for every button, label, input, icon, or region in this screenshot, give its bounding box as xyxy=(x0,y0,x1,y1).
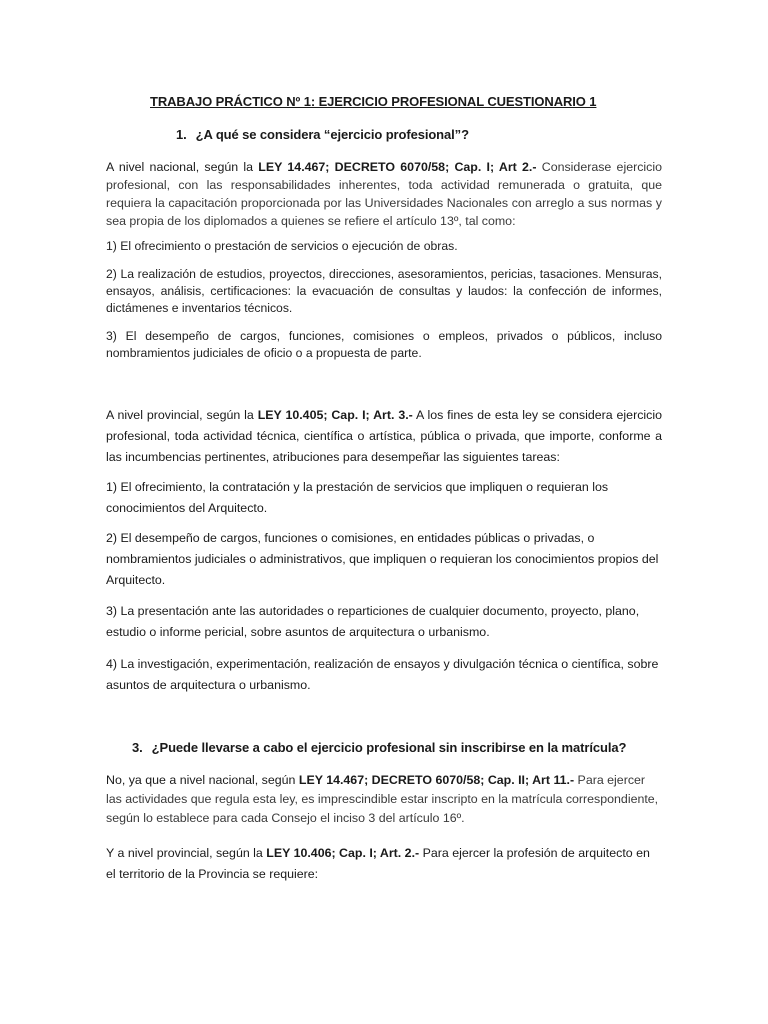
nacional-body: Considerase ejercicio profesional, con las responsabilidades inherentes, toda actividad remunerada o gratuita, que requiera la capacitación proporcionada por las Universidades Nacionales con arreglo a sus normas y sea propia de los diplomados a quienes se refiere el artículo 13º, tal como: xyxy=(106,160,663,228)
paragraph-nacional xyxy=(106,158,662,230)
nacional-item-2: 2) La realización de estudios, proyectos, direcciones, asesoramientos, pericias, tasaciones. Mensuras, ensayos, análisis, certificaciones: la evacuación de consultas y laudos: la confección de informes, dictámenes e inventarios técnicos. xyxy=(106,267,662,315)
question-3-number: 3. xyxy=(132,740,143,755)
nacional-law-reference: LEY 14.467; DECRETO 6070/58; Cap. I; Art 2.- xyxy=(258,160,537,174)
nacional-lead: A nivel nacional, según la xyxy=(106,160,259,174)
document-title: TRABAJO PRÁCTICO Nº 1: EJERCICIO PROFESIONAL CUESTIONARIO 1 xyxy=(150,94,597,109)
q3-provincial-law-reference: LEY 10.406; Cap. I; Art. 2.- xyxy=(266,846,420,860)
q3-nacional-law-reference: LEY 14.467; DECRETO 6070/58; Cap. II; Art 11.- xyxy=(298,773,575,787)
question-3-text: ¿Puede llevarse a cabo el ejercicio profesional sin inscribirse en la matrícula? xyxy=(151,740,627,755)
question-1-heading xyxy=(176,127,469,142)
provincial-item-1: 1) El ofrecimiento, la contratación y la prestación de servicios que impliquen o requieran los conocimientos del Arquitecto. xyxy=(106,480,609,515)
nacional-item-1: 1) El ofrecimiento o prestación de servicios o ejecución de obras. xyxy=(106,239,458,253)
provincial-lead: A nivel provincial, según la xyxy=(106,408,258,422)
provincial-item-2: 2) El desempeño de cargos, funciones o comisiones, en entidades públicas o privadas, o nombramientos judiciales o administrativos, que impliquen o requieran los conocimientos propios del Arquitecto. xyxy=(106,531,659,587)
provincial-item-3: 3) La presentación ante las autoridades o reparticiones de cualquier documento, proyecto, plano, estudio o informe pericial, sobre asuntos de arquitectura o urbanismo. xyxy=(106,604,640,639)
provincial-item-4: 4) La investigación, experimentación, realización de ensayos y divulgación técnica o científica, sobre asuntos de arquitectura o urbanismo. xyxy=(106,657,659,692)
q3-nacional-body: Para ejercer las actividades que regula esta ley, es imprescindible estar inscripto en la matrícula correspondiente, según lo establece para cada Consejo el inciso 3 del artículo 16º. xyxy=(106,773,659,825)
provincial-body: A los fines de esta ley se considera ejercicio profesional, toda actividad técnica, científica o artística, pública o privada, que importe, conforme a las incumbencias pertinentes, atribuciones para desempeñar las siguientes tareas: xyxy=(106,408,662,464)
provincial-law-reference: LEY 10.405; Cap. I; Art. 3.- xyxy=(257,408,413,422)
question-1-text: ¿A qué se considera “ejercicio profesional”? xyxy=(195,127,469,142)
q3-provincial-body: Para ejercer la profesión de arquitecto en el territorio de la Provincia se requiere: xyxy=(106,846,650,881)
question-1-number: 1. xyxy=(176,127,187,142)
q3-provincial-lead: Y a nivel provincial, según la xyxy=(106,846,267,860)
paragraph-q3-provincial xyxy=(106,843,662,885)
nacional-item-3: 3) El desempeño de cargos, funciones, comisiones o empleos, privados o públicos, incluso nombramientos judiciales de oficio o a propuesta de parte. xyxy=(106,329,662,360)
q3-nacional-lead: No, ya que a nivel nacional, según xyxy=(106,773,299,787)
question-3-heading xyxy=(132,740,626,755)
paragraph-provincial xyxy=(106,405,662,468)
paragraph-q3-nacional xyxy=(106,771,662,828)
